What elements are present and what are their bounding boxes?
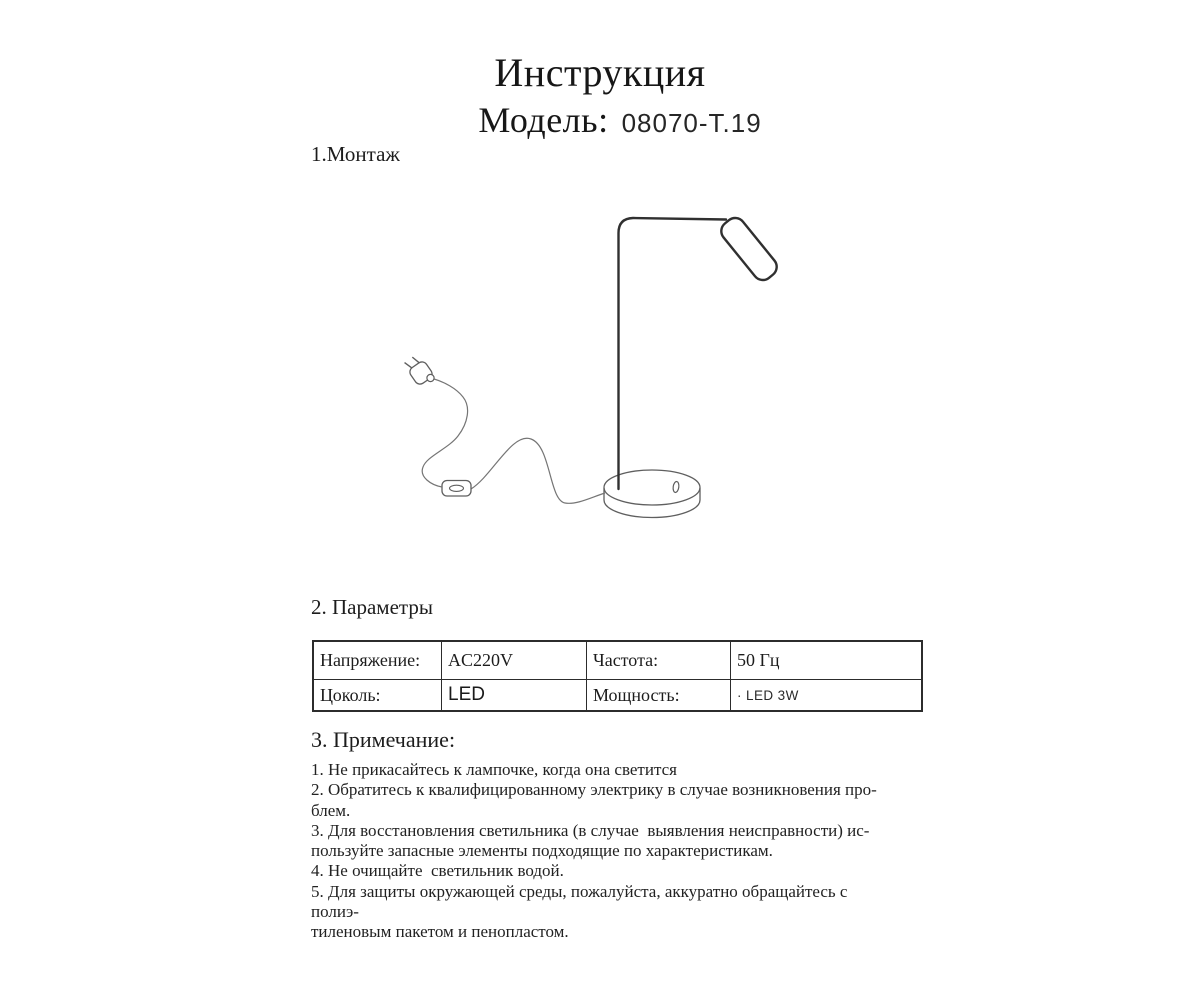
param-label-voltage: Напряжение: (313, 641, 442, 680)
plug-grommet (427, 374, 434, 381)
note-line: тиленовым пакетом и пенопластом. (311, 922, 569, 942)
note-line: 4. Не очищайте светильник водой. (311, 861, 564, 881)
section-heading-notes: 3. Примечание: (311, 727, 456, 752)
notes-list (311, 760, 891, 943)
model-number: 08070-T.19 (621, 108, 762, 138)
power-cord-upper (422, 379, 467, 487)
table-row (313, 680, 922, 712)
param-label-power: Мощность: (587, 680, 731, 712)
note-line: 1. Не прикасайтесь к лампочке, когда она светится (311, 760, 677, 779)
lamp-head (717, 214, 780, 284)
note-line: блем. (311, 800, 351, 820)
note-line: 2. Обратитесь к квалифицированному электрику в случае возникновения про- (311, 780, 877, 800)
lamp-pole (619, 218, 727, 489)
lamp-assembly-diagram (395, 205, 800, 530)
page-title: Инструкция (494, 50, 706, 95)
note-line: пользуйте запасные элементы подходящие по характеристикам. (311, 841, 773, 861)
parameters-table (312, 640, 923, 712)
param-label-frequency: Частота: (587, 641, 731, 680)
model-label: Модель: (478, 100, 609, 140)
param-value-power: · LED 3W (731, 680, 923, 712)
section-heading-parameters: 2. Параметры (311, 595, 433, 619)
param-label-socket: Цоколь: (313, 680, 442, 712)
note-line: 3. Для восстановления светильника (в случае выявления неисправности) ис- (311, 820, 870, 840)
param-value-socket: LED (442, 680, 587, 712)
model-line (0, 99, 1200, 141)
param-value-voltage: AC220V (442, 641, 587, 680)
note-line: 5. Для защиты окружающей среды, пожалуйста, аккуратно обращайтесь с полиэ- (311, 881, 852, 922)
section-heading-assembly: 1.Монтаж (311, 142, 400, 166)
inline-switch (442, 481, 471, 497)
table-row (313, 641, 922, 680)
param-value-frequency: 50 Гц (731, 641, 923, 680)
power-cord (471, 438, 605, 503)
